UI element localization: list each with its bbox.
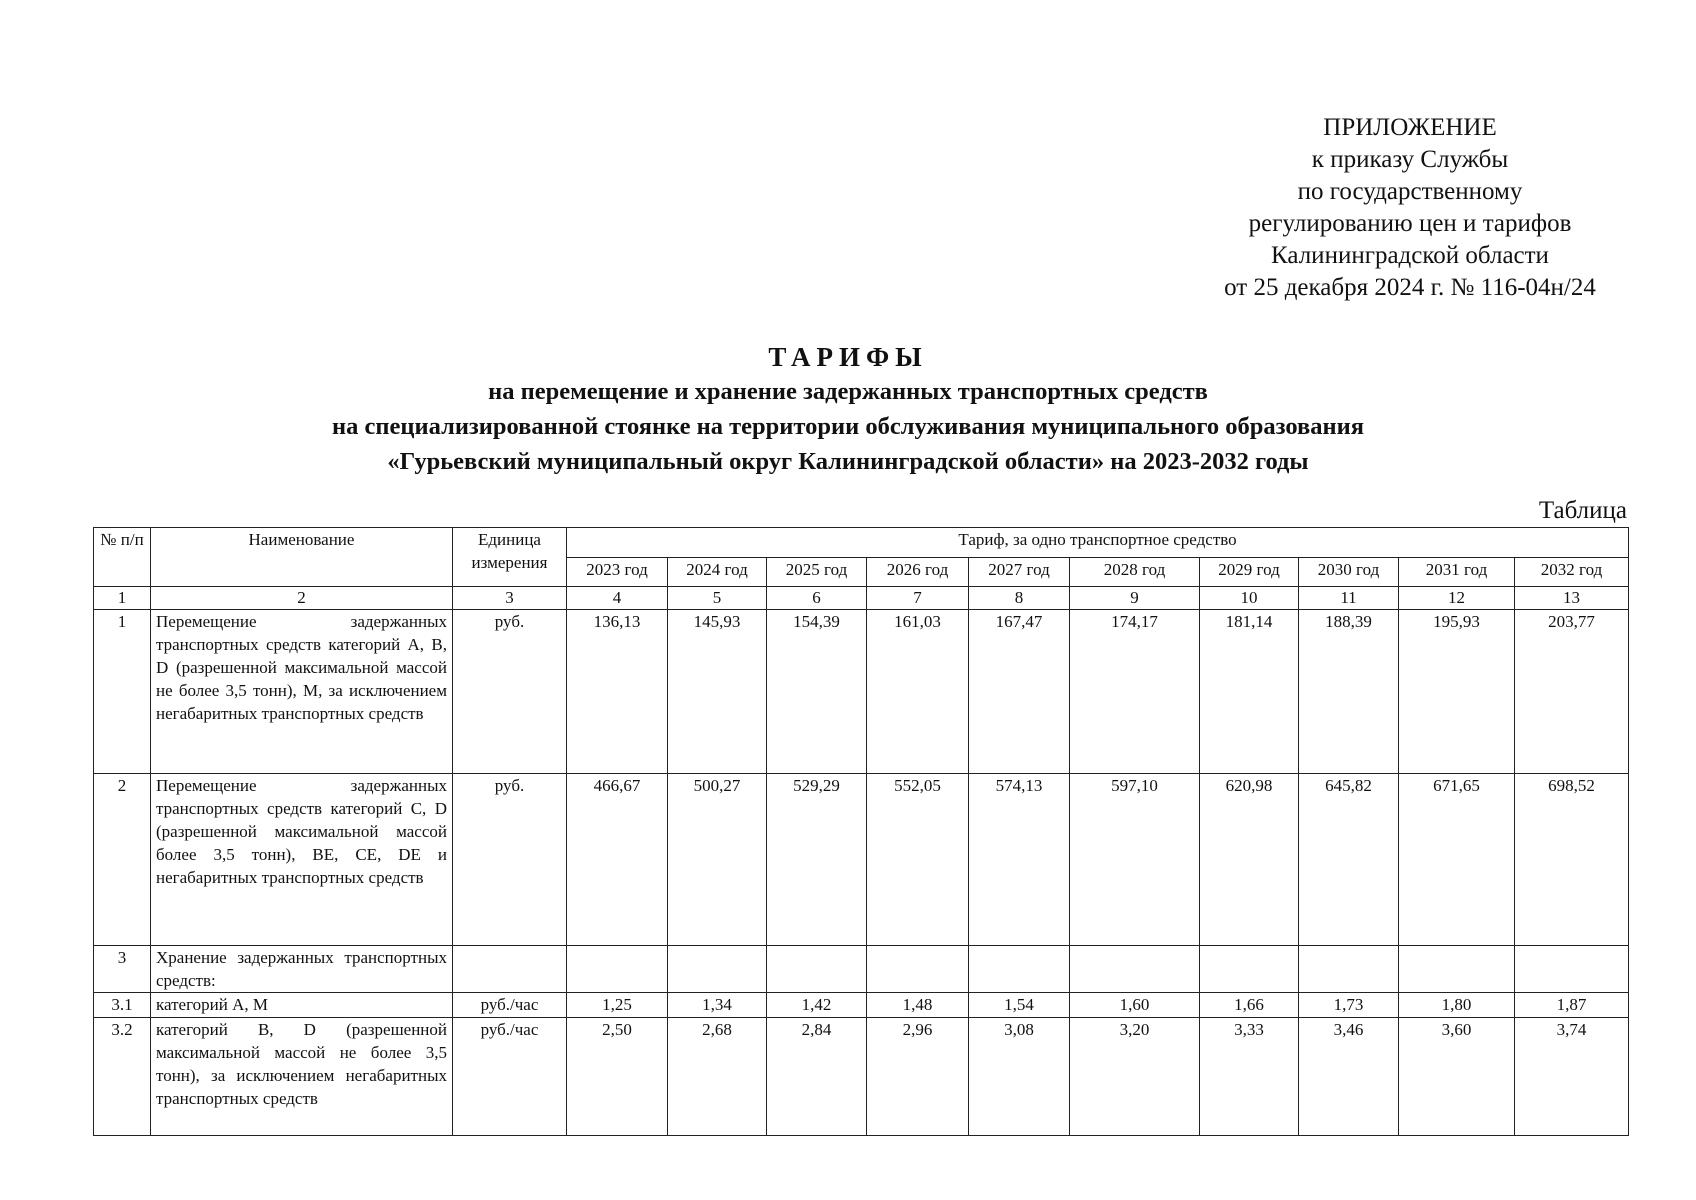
tariff-value: 466,67 (567, 774, 668, 946)
tariff-value: 203,77 (1515, 610, 1629, 774)
row-number: 2 (94, 774, 151, 946)
tariff-value: 174,17 (1070, 610, 1200, 774)
tariff-value: 2,50 (567, 1018, 668, 1136)
column-number: 7 (867, 587, 969, 610)
table-row (94, 946, 1629, 993)
tariff-value: 1,60 (1070, 993, 1200, 1018)
row-unit: руб. (453, 610, 567, 774)
table-header-row (94, 528, 1629, 558)
column-number: 10 (1200, 587, 1299, 610)
header-tariff: Тариф, за одно транспортное средство (567, 528, 1629, 558)
column-number: 13 (1515, 587, 1629, 610)
title-line-3: «Гурьевский муниципальный округ Калининградской области» на 2023-2032 годы (387, 448, 1309, 475)
row-number: 3.1 (94, 993, 151, 1018)
tariff-value: 574,13 (969, 774, 1070, 946)
tariff-value: 1,66 (1200, 993, 1299, 1018)
tariff-value: 136,13 (567, 610, 668, 774)
row-name: Перемещение задержанных транспортных средств категорий C, D (разрешенной максимальной массой более 3,5 тонн), BE, CE, DE и негабаритных транспортных средств (151, 774, 453, 946)
column-number: 1 (94, 587, 151, 610)
row-unit: руб. (453, 774, 567, 946)
appendix-line: к приказу Службы (1311, 146, 1509, 173)
tariff-value: 1,80 (1399, 993, 1515, 1018)
table-label: Таблица (1538, 497, 1627, 524)
tariff-value: 1,48 (867, 993, 969, 1018)
appendix-block (1160, 112, 1660, 304)
tariff-value: 1,73 (1299, 993, 1399, 1018)
table-row (94, 1018, 1629, 1136)
appendix-title: ПРИЛОЖЕНИЕ (1323, 114, 1497, 141)
title-line-1: на перемещение и хранение задержанных транспортных средств (488, 378, 1208, 405)
tariff-value: 698,52 (1515, 774, 1629, 946)
tariff-value: 154,39 (767, 610, 867, 774)
tariff-value (1070, 946, 1200, 993)
header-year: 2026 год (867, 558, 969, 587)
document-title (0, 340, 1696, 479)
header-no: № п/п (94, 528, 151, 587)
row-number: 3.2 (94, 1018, 151, 1136)
tariff-value: 3,08 (969, 1018, 1070, 1136)
tariff-value: 645,82 (1299, 774, 1399, 946)
tariff-value: 1,87 (1515, 993, 1629, 1018)
header-year: 2023 год (567, 558, 668, 587)
tariff-value: 3,20 (1070, 1018, 1200, 1136)
tariff-value: 3,46 (1299, 1018, 1399, 1136)
tariff-value: 597,10 (1070, 774, 1200, 946)
table-row (94, 610, 1629, 774)
tariff-value: 1,42 (767, 993, 867, 1018)
tariff-value: 552,05 (867, 774, 969, 946)
tariff-value: 2,84 (767, 1018, 867, 1136)
header-year: 2025 год (767, 558, 867, 587)
tariff-value: 1,54 (969, 993, 1070, 1018)
table-row (94, 993, 1629, 1018)
column-number: 2 (151, 587, 453, 610)
tariff-value (1515, 946, 1629, 993)
tariff-value (767, 946, 867, 993)
header-year: 2028 год (1070, 558, 1200, 587)
tariff-value: 3,74 (1515, 1018, 1629, 1136)
tariff-value: 671,65 (1399, 774, 1515, 946)
row-unit (453, 946, 567, 993)
tariff-value: 181,14 (1200, 610, 1299, 774)
tariff-value: 2,96 (867, 1018, 969, 1136)
column-number: 4 (567, 587, 668, 610)
header-unit: Единица измерения (453, 528, 567, 587)
tariff-value: 1,34 (668, 993, 767, 1018)
header-year: 2027 год (969, 558, 1070, 587)
tariff-value: 145,93 (668, 610, 767, 774)
tariff-value: 500,27 (668, 774, 767, 946)
appendix-order-reference: от 25 декабря 2024 г. № 116-04н/24 (1224, 274, 1596, 301)
row-name: Перемещение задержанных транспортных средств категорий A, B, D (разрешенной максимальной массой не более 3,5 тонн), M, за исключением негабаритных транспортных средств (151, 610, 453, 774)
row-unit: руб./час (453, 993, 567, 1018)
title-main: ТАРИФЫ (768, 342, 928, 372)
tariff-value (668, 946, 767, 993)
row-name: категорий B, D (разрешенной максимальной массой не более 3,5 тонн), за исключением негабаритных транспортных средств (151, 1018, 453, 1136)
table-row (94, 774, 1629, 946)
header-year: 2032 год (1515, 558, 1629, 587)
tariff-value (1200, 946, 1299, 993)
tariff-value: 2,68 (668, 1018, 767, 1136)
tariff-value (969, 946, 1070, 993)
tariff-value: 188,39 (1299, 610, 1399, 774)
tariff-value: 195,93 (1399, 610, 1515, 774)
column-number: 12 (1399, 587, 1515, 610)
appendix-line: регулированию цен и тарифов (1248, 210, 1572, 237)
header-year: 2030 год (1299, 558, 1399, 587)
appendix-line: Калининградской области (1271, 242, 1549, 269)
column-number: 11 (1299, 587, 1399, 610)
column-number-row (94, 587, 1629, 610)
tariff-value (567, 946, 668, 993)
column-number: 9 (1070, 587, 1200, 610)
row-number: 3 (94, 946, 151, 993)
row-name: категорий A, M (151, 993, 453, 1018)
header-year: 2031 год (1399, 558, 1515, 587)
tariff-value: 161,03 (867, 610, 969, 774)
header-year: 2024 год (668, 558, 767, 587)
header-name: Наименование (151, 528, 453, 587)
tariff-value: 3,33 (1200, 1018, 1299, 1136)
tariff-table (93, 527, 1629, 1136)
tariff-value: 529,29 (767, 774, 867, 946)
tariff-value: 3,60 (1399, 1018, 1515, 1136)
header-year: 2029 год (1200, 558, 1299, 587)
column-number: 8 (969, 587, 1070, 610)
appendix-line: по государственному (1297, 178, 1523, 205)
tariff-value: 1,25 (567, 993, 668, 1018)
tariff-value: 620,98 (1200, 774, 1299, 946)
row-unit: руб./час (453, 1018, 567, 1136)
column-number: 3 (453, 587, 567, 610)
column-number: 6 (767, 587, 867, 610)
tariff-value (1299, 946, 1399, 993)
tariff-value: 167,47 (969, 610, 1070, 774)
tariff-value (1399, 946, 1515, 993)
column-number: 5 (668, 587, 767, 610)
row-name: Хранение задержанных транспортных средств: (151, 946, 453, 993)
row-number: 1 (94, 610, 151, 774)
title-line-2: на специализированной стоянке на территории обслуживания муниципального образования (332, 413, 1364, 440)
tariff-value (867, 946, 969, 993)
